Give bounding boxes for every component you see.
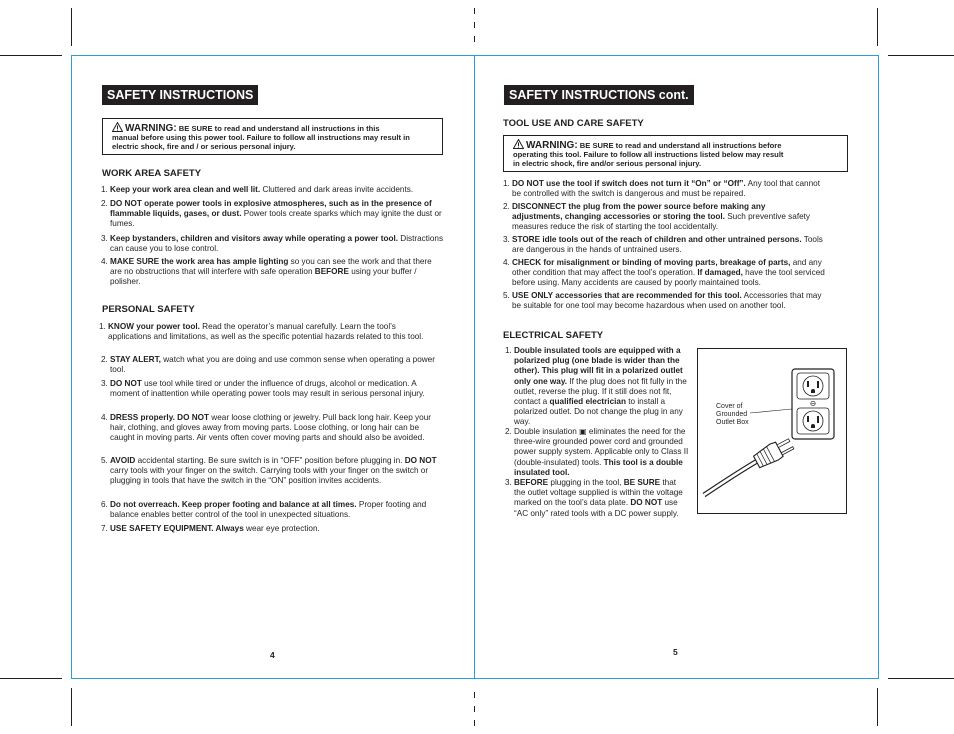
warning-line: operating this tool. Failure to follow all instructions listed below may result <box>513 150 784 159</box>
list-item: 4. DRESS properly. DO NOT wear loose clothing or jewelry. Pull back long hair. Keep your hair, clothing, and gloves away from moving parts. Loose clothing, or long hair can be caught in moving parts. Air vents often cover moving parts and should also be avoided. <box>101 413 431 443</box>
list-item: 1. Keep your work area clean and well lit. Cluttered and dark areas invite accidents. <box>101 185 414 194</box>
page-number: 4 <box>270 650 275 660</box>
page-number: 5 <box>673 647 678 657</box>
list-item: 4. CHECK for misalignment or binding of moving parts, breakage of parts, and any other condition that may affect the tool’s operation. If damaged, have the tool serviced before using. Many accidents are caused by poorly maintained tools. <box>503 258 825 288</box>
fold-mark <box>474 706 475 712</box>
list-item: 2. Double insulation ▣ eliminates the need for the three-wire grounded power cord and grounded power supply system. Applicable only to Class II (double-insulated) tools. This tool is a double insulated tool. <box>505 427 689 477</box>
list-item: 2. DO NOT operate power tools in explosive atmospheres, such as in the presence of flammable liquids, gases, or dust. Power tools create sparks which may ignite the dust or fumes. <box>101 199 442 229</box>
list-item: 2. DISCONNECT the plug from the power source before making any adjustments, changing accessories or storing the tool. Such preventive safety measures reduce the risk of starting the tool accidentally. <box>503 202 811 232</box>
list-item: 3. BEFORE plugging in the tool, BE SURE that the outlet voltage supplied is within the voltage marked on the tool’s data plate. DO NOT use “AC only” rated tools with a DC power supply. <box>505 478 683 518</box>
personal-safety-heading: PERSONAL SAFETY <box>102 304 195 315</box>
crop-mark <box>0 55 62 56</box>
electrical-safety-heading: ELECTRICAL SAFETY <box>503 330 604 341</box>
list-item: 5. AVOID accidental starting. Be sure switch is in “OFF” position before plugging in. DO NOT carry tools with your finger on the switch. Carrying tools with your finger on the switch or plugging in tools that have the switch in the “ON” position invites accidents. <box>101 456 437 486</box>
list-item: 5. USE ONLY accessories that are recommended for this tool. Accessories that may be suitable for one tool may become hazardous when used on another tool. <box>503 291 822 311</box>
crop-mark <box>0 678 62 679</box>
list-item: 3. DO NOT use tool while tired or under the influence of drugs, alcohol or medication. A moment of inattention while operating power tools may result in serious personal injury. <box>101 379 425 399</box>
list-item: 3. STORE idle tools out of the reach of children and other untrained persons. Tools are dangerous in the hands of untrained users. <box>503 235 823 255</box>
list-item: 7. USE SAFETY EQUIPMENT. Always wear eye protection. <box>101 524 320 533</box>
warning-line: in electric shock, fire and/or serious personal injury. <box>513 159 702 168</box>
right-page-header: SAFETY INSTRUCTIONS cont. <box>504 85 694 105</box>
warning-line: manual before using this power tool. Failure to follow all instructions may result in <box>112 133 410 142</box>
right-warning-box <box>503 135 848 172</box>
warning-title: WARNING: <box>526 140 578 151</box>
tool-use-heading: TOOL USE AND CARE SAFETY <box>503 118 644 129</box>
warning-line: BE SURE to read and understand all instructions before <box>579 141 782 150</box>
warning-title: WARNING: <box>125 123 177 134</box>
work-area-heading: WORK AREA SAFETY <box>102 168 202 179</box>
fold-mark <box>474 720 475 726</box>
list-item: 6. Do not overreach. Keep proper footing and balance at all times. Proper footing and balance enables better control of the tool in unexpected situations. <box>101 500 427 520</box>
warning-line: BE SURE to read and understand all instructions in this <box>178 124 380 133</box>
fold-mark <box>474 36 475 42</box>
list-item: 4. MAKE SURE the work area has ample lighting so you can see the work and that there are no obstructions that will interfere with safe operation BEFORE using your buffer / polisher. <box>101 257 432 287</box>
crop-mark <box>888 678 954 679</box>
crop-mark <box>71 688 72 726</box>
fold-mark <box>474 22 475 28</box>
list-item: 1. DO NOT use the tool if switch does not turn it “On” or “Off”. Any tool that cannot be controlled with the switch is dangerous and must be repaired. <box>503 179 820 199</box>
list-item: 1. KNOW your power tool. Read the operator’s manual carefully. Learn the tool’s applications and limitations, as well as the specific potential hazards related to this tool. <box>99 322 424 342</box>
crop-mark <box>877 8 878 46</box>
left-warning-box <box>102 118 443 155</box>
list-item: 1. Double insulated tools are equipped with a polarized plug (one blade is wider than the other). This plug will fit in a polarized outlet only one way. If the plug does not fit fully in the outlet, reverse the plug. If it still does not fit, contact a qualified electrician to install a polarized outlet. Do not change the plug in any way. <box>505 346 687 427</box>
fold-mark <box>474 8 475 14</box>
outlet-box-label: Cover of Grounded Outlet Box <box>716 403 749 426</box>
list-item: 3. Keep bystanders, children and visitors away while operating a power tool. Distractions can cause you to lose control. <box>101 234 444 254</box>
warning-line: electric shock, fire and / or serious personal injury. <box>112 142 296 151</box>
warning-triangle-icon <box>112 122 123 132</box>
left-page-header: SAFETY INSTRUCTIONS <box>102 85 258 105</box>
crop-mark <box>877 688 878 726</box>
double-insulation-icon: ▣ <box>579 427 587 436</box>
crop-mark <box>71 8 72 46</box>
outlet-plug-illustration <box>697 348 847 514</box>
list-item: 2. STAY ALERT, watch what you are doing and use common sense when operating a power tool. <box>101 355 435 375</box>
spine-line <box>474 55 475 679</box>
crop-mark <box>888 55 954 56</box>
warning-triangle-icon <box>513 139 524 149</box>
outlet-plug-drawing <box>698 349 846 513</box>
fold-mark <box>474 692 475 698</box>
